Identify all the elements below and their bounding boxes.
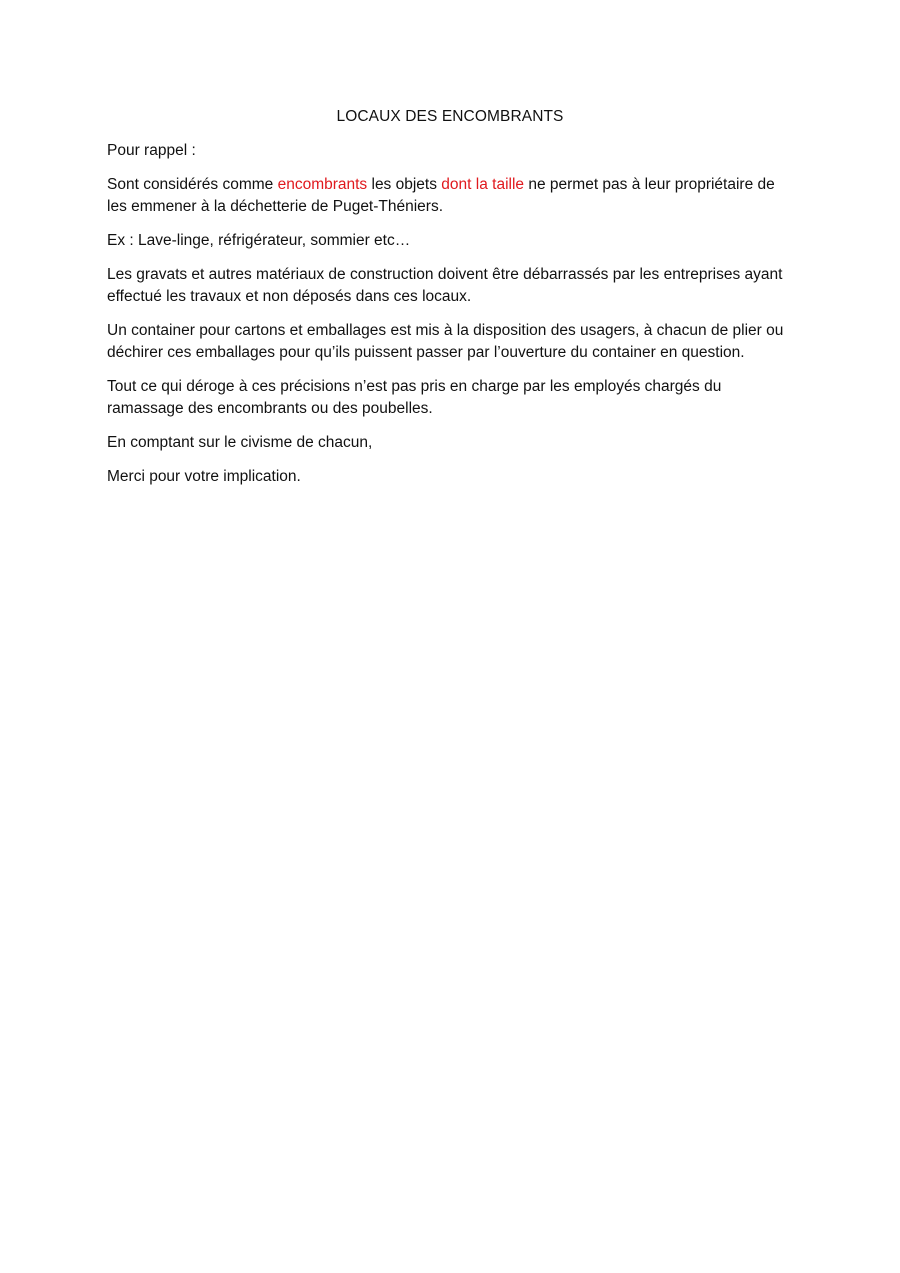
definition-paragraph [107,174,793,218]
examples-paragraph: Ex : Lave-linge, réfrigérateur, sommier etc… [107,232,411,249]
highlight-dont-la-taille: dont la taille [441,176,525,193]
container-paragraph: Un container pour cartons et emballages est mis à la disposition des usagers, à chacun de plier ou déchirer ces emballages pour qu’ils puissent passer par l’ouverture du container en question. [107,322,784,361]
thanks-paragraph: Merci pour votre implication. [107,468,301,485]
civism-paragraph: En comptant sur le civisme de chacun, [107,434,373,451]
definition-text-3: ne permet pas à leur propriétaire de les emmener à la déchetterie de Puget-Théniers. [107,176,775,215]
document-page [107,106,793,500]
rubble-paragraph: Les gravats et autres matériaux de construction doivent être débarrassés par les entreprises ayant effectué les travaux et non déposés dans ces locaux. [107,266,783,305]
highlight-encombrants: encombrants [277,176,368,193]
intro-paragraph: Pour rappel : [107,142,196,159]
definition-text-1: Sont considérés comme [107,176,278,193]
document-title: LOCAUX DES ENCOMBRANTS [336,108,564,125]
exceptions-paragraph: Tout ce qui déroge à ces précisions n’est pas pris en charge par les employés chargés du ramassage des encombrants ou des poubelles. [107,378,722,417]
definition-text-2: les objets [367,176,442,193]
